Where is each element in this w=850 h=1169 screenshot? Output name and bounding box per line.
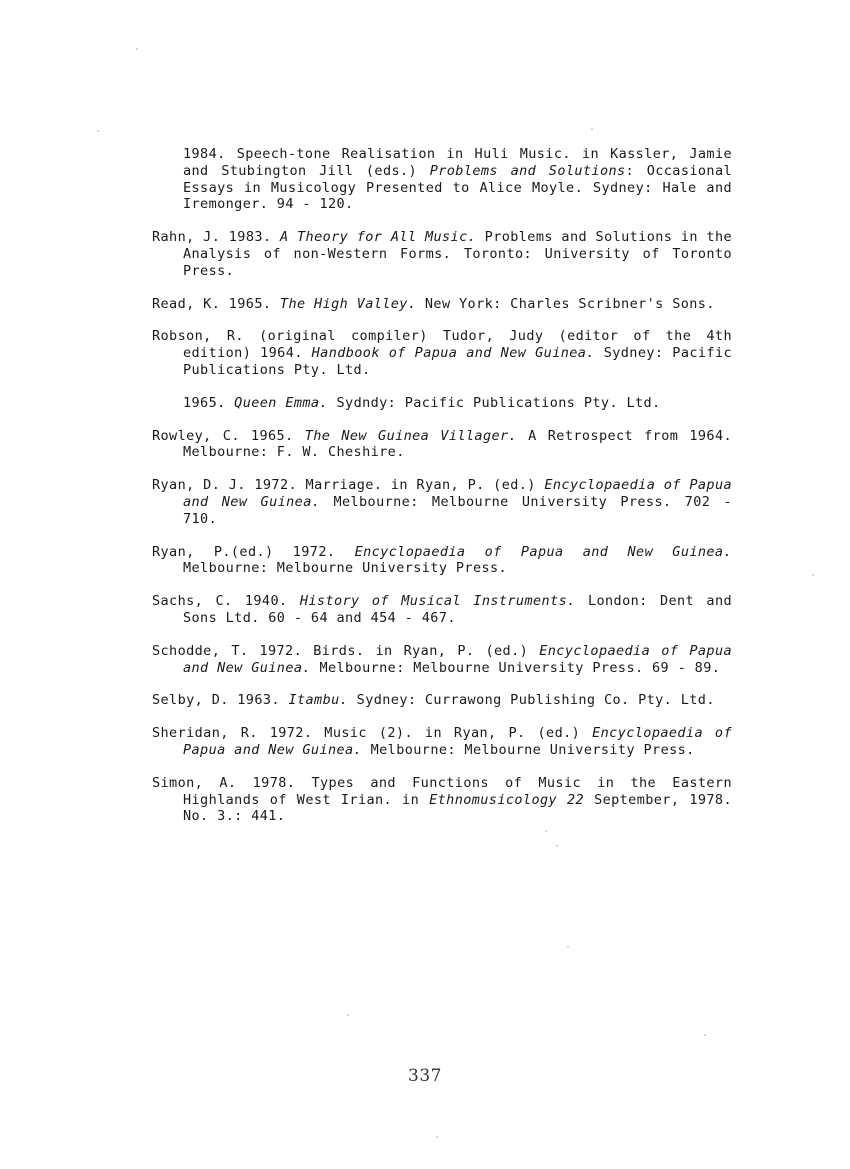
entry-text: 1984. Speech-tone Realisation in Huli Music. in Kassler, Jamie and Stubington Jill (eds.) xyxy=(183,146,732,179)
bibliography-entry-ryan-d-1972 xyxy=(152,477,732,527)
entry-text: Read, K. 1965. xyxy=(152,295,280,312)
entry-text: Sydndy: Pacific Publications Pty. Ltd. xyxy=(327,394,661,411)
scan-speck xyxy=(347,1014,349,1016)
entry-title: Ethnomusicology 22 xyxy=(429,791,585,808)
entry-text: London: Dent and Sons Ltd. 60 - 64 and 454 - 467. xyxy=(183,593,732,626)
bibliography-entry-hull-1984 xyxy=(152,146,732,213)
bibliography-entry-sheridan-1972 xyxy=(152,725,732,759)
entry-text: Sydney: Pacific Publications Pty. Ltd. xyxy=(183,345,732,378)
entry-title: History of Musical Instruments. xyxy=(299,593,576,610)
entry-text: Ryan, D. J. 1972. Marriage. in Ryan, P. (ed.) xyxy=(152,477,545,494)
entry-text: New York: Charles Scribner's Sons. xyxy=(416,295,715,312)
scan-speck xyxy=(567,946,569,948)
scan-speck xyxy=(436,1136,438,1138)
entry-text: Melbourne: Melbourne University Press. 69 - 89. xyxy=(310,659,721,676)
bibliography-entry-sachs-1940 xyxy=(152,593,732,627)
entry-text: A Retrospect from 1964. Melbourne: F. W. Cheshire. xyxy=(183,427,732,461)
entry-text: Problems and Solutions in the Analysis of non-Western Forms. Toronto: University of Toronto Press. xyxy=(183,229,732,279)
bibliography-entry-simon-1978 xyxy=(152,775,732,825)
entry-text: : Occasional Essays in Musicology Presented to Alice Moyle. Sydney: Hale and Iremonger. 94 - 120. xyxy=(183,162,732,213)
entry-text: Selby, D. 1963. xyxy=(152,692,289,709)
entry-title: Encyclopaedia of Papua and New Guinea. xyxy=(354,543,732,560)
entry-title: Encyclopaedia of Papua and New Guinea. xyxy=(183,642,732,676)
entry-title: The High Valley. xyxy=(279,295,417,312)
bibliography-list xyxy=(152,146,732,841)
bibliography-entry-selby-1963 xyxy=(152,692,732,709)
entry-text: Melbourne: Melbourne University Press. xyxy=(362,741,695,758)
bibliography-entry-schodde-1972 xyxy=(152,643,732,677)
bibliography-entry-rahn-1983 xyxy=(152,229,732,279)
entry-title: The New Guinea Villager. xyxy=(304,427,518,444)
entry-title: Itambu. xyxy=(288,692,349,709)
entry-text: 1965. xyxy=(183,394,235,411)
scan-speck xyxy=(591,128,593,130)
entry-text: Simon, A. 1978. Types and Functions of Music in the Eastern Highlands of West Irian. in xyxy=(152,774,732,808)
entry-title: Queen Emma. xyxy=(234,394,328,411)
entry-title: Handbook of Papua and New Guinea. xyxy=(311,345,595,362)
entry-text: Rowley, C. 1965. xyxy=(152,427,305,444)
entry-text: Rahn, J. 1983. xyxy=(152,229,280,246)
bibliography-entry-read-1965 xyxy=(152,296,732,313)
entry-title: A Theory for All Music. xyxy=(279,229,477,246)
entry-text: Sachs, C. 1940. xyxy=(152,593,300,610)
bibliography-entry-robson-1964 xyxy=(152,328,732,378)
page-number: 337 xyxy=(408,1066,442,1086)
entry-text: Melbourne: Melbourne University Press. 702 - 710. xyxy=(183,493,732,527)
scan-speck xyxy=(556,845,558,847)
entry-text: Schodde, T. 1972. Birds. in Ryan, P. (ed.) xyxy=(152,642,540,659)
entry-text: Melbourne: Melbourne University Press. xyxy=(183,560,508,577)
bibliography-entry-ryan-p-1972 xyxy=(152,544,732,578)
entry-text: Robson, R. (original compiler) Tudor, Judy (editor of the 4th edition) 1964. xyxy=(152,328,732,362)
scan-speck xyxy=(812,574,814,576)
bibliography-entry-robson-1965 xyxy=(152,395,732,412)
entry-text: September, 1978. No. 3.: 441. xyxy=(183,791,732,825)
entry-text: Sheridan, R. 1972. Music (2). in Ryan, P. (ed.) xyxy=(152,725,593,742)
scan-speck xyxy=(136,48,138,50)
scan-speck xyxy=(704,1034,706,1036)
entry-text: Sydney: Currawong Publishing Co. Pty. Ltd. xyxy=(348,692,715,709)
entry-title: Encyclopaedia of Papua and New Guinea. xyxy=(183,477,733,510)
scan-speck xyxy=(97,130,99,132)
bibliography-entry-rowley-1965 xyxy=(152,428,732,462)
entry-text: Ryan, P.(ed.) 1972. xyxy=(152,543,355,560)
entry-title: Encyclopaedia of Papua and New Guinea. xyxy=(183,725,732,758)
entry-title: Problems and Solutions xyxy=(429,162,626,179)
